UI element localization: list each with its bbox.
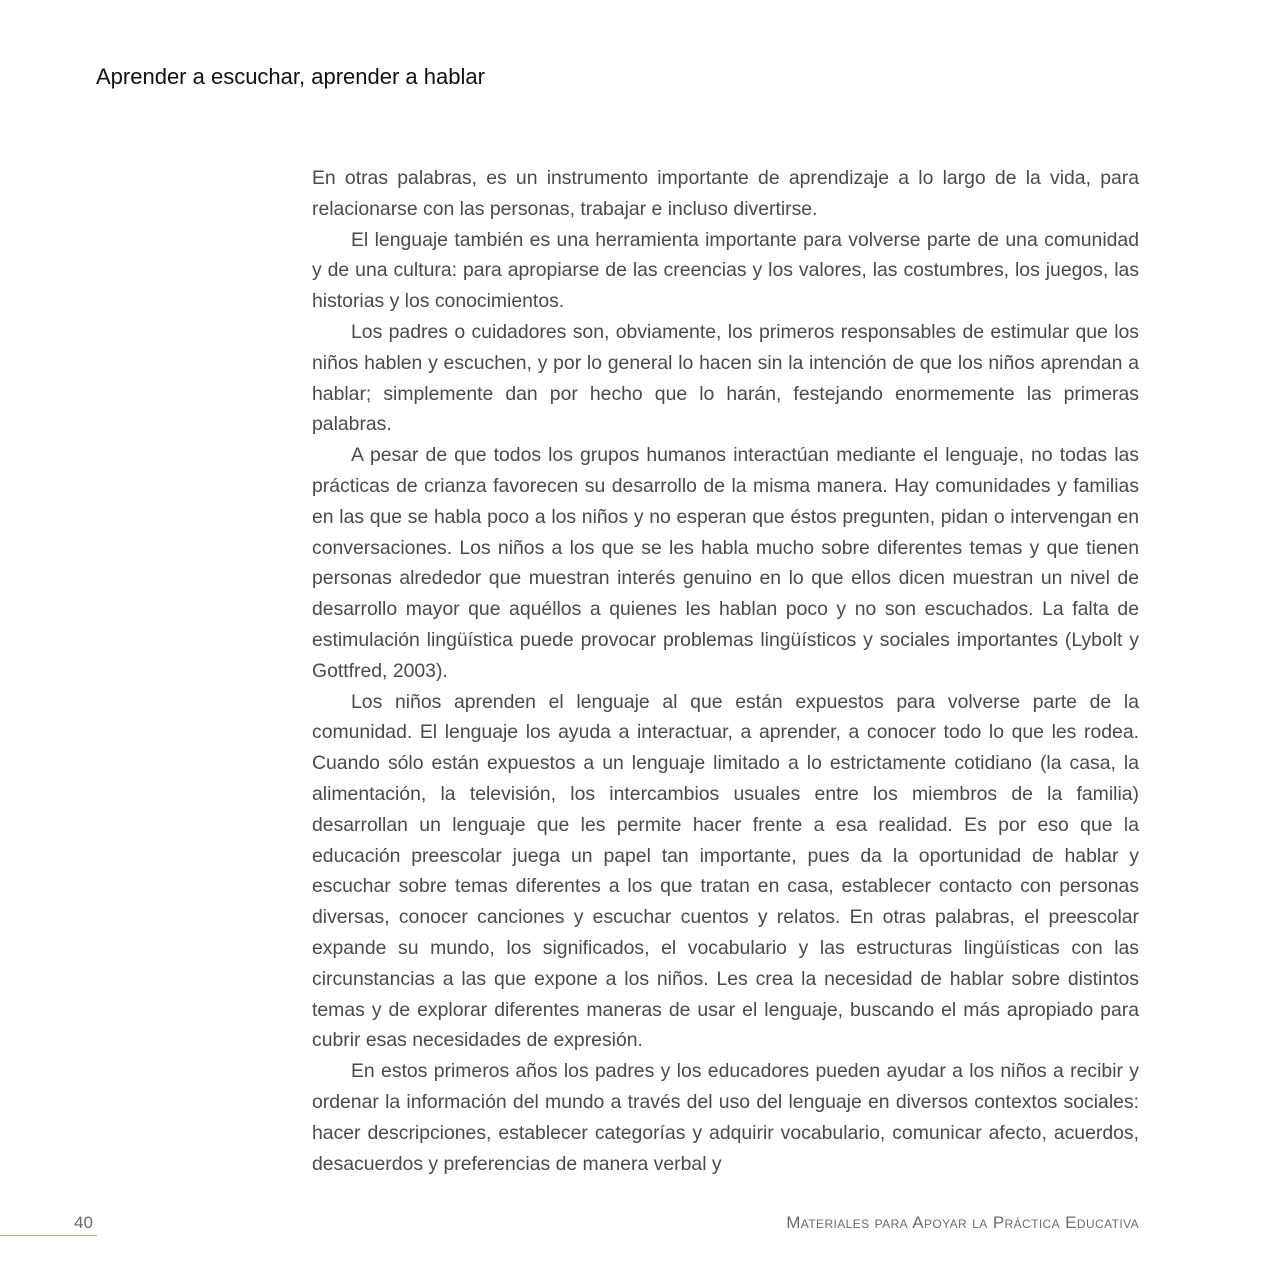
paragraph: Los padres o cuidadores son, obviamente, los primeros responsables de estimular que los niños hablen y escuchen, y por lo general lo hacen sin la intención de que los niños aprendan a hablar; simplemente dan por hecho que lo harán, festejando enormemente las primeras palabras. (312, 320, 1139, 436)
page-title: Aprender a escuchar, aprender a hablar (96, 64, 485, 89)
paragraph: A pesar de que todos los grupos humanos interactúan mediante el lenguaje, no todas las prácticas de crianza favorecen su desarrollo de la misma manera. Hay comunidades y familias en las que se habla poco a los niños y no esperan que éstos pregunten, pidan o intervengan en conversaciones. Los niños a los que se les habla mucho sobre diferentes temas y que tienen personas alrededor que muestran interés genuino en lo que ellos dicen muestran un nivel de desarrollo mayor que aquéllos a quienes les hablan poco y no son escuchados. La falta de estimulación lingüística puede provocar problemas lingüísticos y sociales importantes (Lybolt y Gottfred, 2003). (312, 444, 1139, 682)
footer-rule (0, 1235, 97, 1236)
running-footer: Materiales para Apoyar la Práctica Educativa (786, 1213, 1139, 1232)
paragraph: El lenguaje también es una herramienta importante para volverse parte de una comunidad y de una cultura: para apropiarse de las creencias y los valores, las costumbres, los juegos, las historias y los conocimientos. (312, 228, 1139, 313)
paragraph: En estos primeros años los padres y los educadores pueden ayudar a los niños a recibir y ordenar la información del mundo a través del uso del lenguaje en diversos contextos sociales: hacer descripciones, establecer categorías y adquirir vocabulario, comunicar afecto, acuerdos, desacuerdos y preferencias de manera verbal y (312, 1060, 1139, 1175)
paragraph: En otras palabras, es un instrumento importante de aprendizaje a lo largo de la vida, para relacionarse con las personas, trabajar e incluso divertirse. (312, 167, 1139, 220)
page-number: 40 (74, 1213, 93, 1232)
paragraph: Los niños aprenden el lenguaje al que están expuestos para volverse parte de la comunidad. El lenguaje los ayuda a interactuar, a aprender, a conocer todo lo que les rodea. Cuando sólo están expuestos a un lenguaje limitado a lo estrictamente cotidiano (la casa, la alimentación, la televisión, los intercambios usuales entre los miembros de la familia) desarrollan un lenguaje que les permite hacer frente a esa realidad. Es por eso que la educación preescolar juega un papel tan importante, pues da la oportunidad de hablar y escuchar sobre temas diferentes a los que tratan en casa, establecer contacto con personas diversas, conocer canciones y escuchar cuentos y relatos. En otras palabras, el preescolar expande su mundo, los significados, el vocabulario y las estructuras lingüísticas con las circunstancias a las que expone a los niños. Les crea la necesidad de hablar sobre distintos temas y de explorar diferentes maneras de usar el lenguaje, buscando el más apropiado para cubrir esas necesidades de expresión. (312, 690, 1139, 1052)
body-text (312, 163, 1139, 1179)
